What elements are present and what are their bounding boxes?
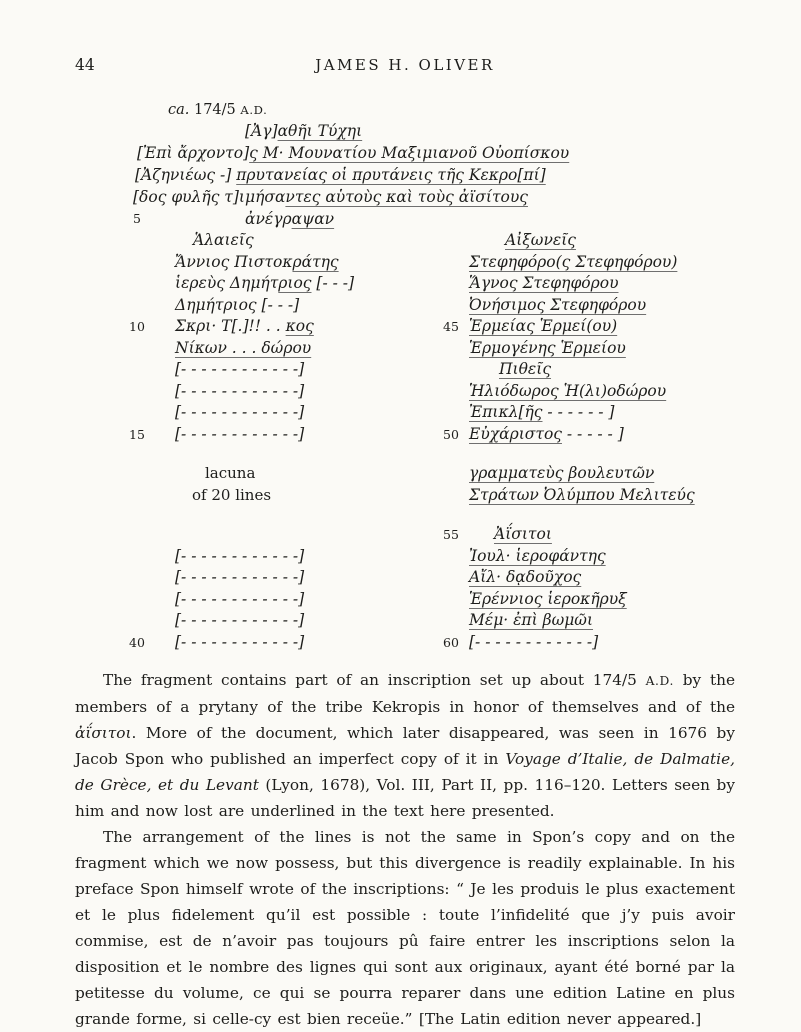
- text-wrap: [175, 632, 304, 654]
- inscription-block: [127, 120, 735, 653]
- page-number: 44: [75, 56, 95, 74]
- text-segment: Ἀΐσιτοι: [494, 525, 552, 543]
- inscription-right-text: [469, 316, 735, 338]
- text-wrap: [469, 316, 617, 338]
- text-segment: Στεφηφόρο(ς Στεφηφόρου): [469, 252, 678, 271]
- inscription-row: [127, 381, 735, 403]
- text-segment: Ἰουλ· ἱεροφάντης: [469, 546, 606, 565]
- inscription-right-text: [469, 463, 735, 485]
- inscription-left-text: [175, 295, 413, 317]
- line-number: [127, 402, 175, 424]
- running-title: JAMES H. OLIVER: [315, 56, 495, 74]
- inscription-row: [127, 610, 735, 632]
- inscription-left-text: [175, 252, 413, 274]
- text-segment: [- - - - - - - - - - - -]: [469, 632, 599, 651]
- text-segment: Ἑρμογένης Ἑρμείου: [469, 338, 626, 357]
- line-number: [127, 273, 175, 295]
- text-wrap: [175, 402, 304, 424]
- inscription-right-text: [469, 485, 735, 507]
- text-wrap: [192, 485, 271, 507]
- inscription-left-text: [175, 546, 413, 568]
- line-number: 10: [129, 319, 145, 334]
- inscription-left-text: [175, 463, 413, 485]
- inscription-right-text: [469, 402, 735, 424]
- text-segment: Ἐπικλ[ῆς: [469, 403, 543, 421]
- text-segment: ράτης: [292, 252, 339, 271]
- line-number: 15: [129, 426, 145, 442]
- text-wrap: [469, 273, 619, 295]
- inscription-right-text: [469, 589, 735, 611]
- text-wrap: [175, 273, 354, 295]
- text-segment: 174/5: [189, 102, 241, 118]
- inscription-line: [127, 142, 735, 164]
- text-segment: [- - -]: [311, 274, 355, 292]
- inscription-left-text: [175, 424, 413, 446]
- line-number: 5: [133, 211, 141, 226]
- text-wrap: [469, 252, 677, 274]
- inscription-text: [245, 208, 334, 230]
- line-number: [127, 524, 175, 546]
- inscription-row: [127, 273, 735, 295]
- text-wrap: [469, 295, 646, 317]
- text-wrap: [469, 381, 666, 403]
- inscription-right-text: [469, 338, 735, 360]
- text-segment: Αἴλ· δᾳδοῦχος: [469, 568, 582, 586]
- line-number: [127, 610, 175, 632]
- text-wrap: [175, 381, 304, 403]
- inscription-row: [127, 402, 735, 424]
- text-wrap: [175, 610, 304, 632]
- inscription-left-text: [175, 610, 413, 632]
- inscription-row: [127, 485, 735, 507]
- inscription-right-text: [469, 567, 735, 589]
- text-wrap: [175, 424, 304, 446]
- inscription-right-text: [469, 524, 735, 546]
- text-wrap: [469, 424, 624, 446]
- text-wrap: [175, 359, 304, 381]
- text-segment: Πιθεῖς: [499, 360, 552, 378]
- inscription-row: [127, 632, 735, 654]
- inscription-left-text: [175, 338, 413, 360]
- inscription-row: [127, 295, 735, 317]
- text-wrap: [193, 230, 254, 252]
- text-segment: [- - - - - - - - - - - -]: [175, 632, 305, 651]
- line-number: [127, 567, 175, 589]
- inscription-columns: [127, 230, 735, 653]
- text-wrap: [469, 632, 598, 654]
- text-wrap: [469, 485, 695, 507]
- line-number: [127, 252, 175, 274]
- text-segment: by the members of a prytany of the tribe Kekropis in honor of themselves and of the: [75, 671, 735, 716]
- text-wrap: [494, 524, 552, 546]
- line-number: [413, 610, 469, 632]
- line-number: 45: [443, 319, 459, 334]
- text-segment: ριος: [278, 274, 312, 292]
- text-segment: of 20 lines: [192, 485, 272, 504]
- text-segment: The fragment contains part of an inscription set up about 174/5: [103, 671, 646, 689]
- inscription-right-text: [469, 252, 735, 274]
- line-number: [127, 230, 175, 252]
- inscription-line: [127, 208, 735, 230]
- line-number: [127, 485, 175, 507]
- text-wrap: [175, 316, 314, 338]
- text-wrap: [469, 567, 581, 589]
- text-segment: Εὐχάριστος: [469, 424, 562, 443]
- text-segment: ἀΐσιτοι: [75, 724, 132, 742]
- text-segment: (Lyon, 1678), Vol. III, Part II, pp. 116–120. Letters seen by him and now lost are underlined in the text here presented.: [75, 776, 735, 820]
- line-number: 40: [129, 634, 145, 650]
- inscription-row: [127, 546, 735, 568]
- inscription-line: [127, 164, 735, 186]
- line-number: [413, 273, 469, 295]
- line-number: [413, 546, 469, 568]
- inscription-row: [127, 230, 735, 252]
- line-number: [127, 338, 175, 360]
- text-wrap: [175, 589, 304, 611]
- line-number: [413, 463, 469, 485]
- inscription-line: [127, 120, 735, 142]
- inscription-left-text: [175, 632, 413, 654]
- text-segment: γραμματεὺς βουλευτῶν: [469, 464, 655, 482]
- text-wrap: [505, 230, 576, 252]
- inscription-row: [127, 463, 735, 485]
- text-segment: [- - - - - - - - - - - -]: [175, 360, 305, 378]
- inscription-left-text: [175, 567, 413, 589]
- text-segment: [- - - - - - - - - - - -]: [175, 568, 305, 586]
- inscription-right-text: [469, 273, 735, 295]
- line-number: [413, 359, 469, 381]
- text-segment: Voyage d’Italie, de Dalmatie, de Grèce, et du Levant: [75, 750, 735, 794]
- text-wrap: [175, 546, 304, 568]
- inscription-text: [137, 142, 569, 164]
- text-segment: [- - - - - - - - - - - -]: [175, 424, 305, 443]
- inscription-right-text: [469, 424, 735, 446]
- inscription-right-text: [469, 546, 735, 568]
- inscription-row: [127, 424, 735, 446]
- line-number: [127, 295, 175, 317]
- inscription-row: [127, 316, 735, 338]
- text-segment: Σκρι· Τ[.]!! . .: [175, 317, 286, 335]
- text-segment: Ἑρέννιος ἱεροκῆρυξ: [469, 589, 627, 608]
- text-segment: . More of the document, which later disappeared, was seen in 1676 by Jacob Spon who published an imperfect copy of it in: [75, 724, 735, 768]
- text-wrap: [469, 589, 627, 611]
- inscription-row: [127, 589, 735, 611]
- inscription-right-text: [469, 295, 735, 317]
- text-segment: αψαν: [291, 210, 335, 228]
- inscription-left-text: [175, 273, 413, 295]
- text-wrap: [205, 463, 255, 485]
- inscription-left-text: [175, 524, 413, 546]
- inscription-left-text: [175, 589, 413, 611]
- text-wrap: [175, 252, 339, 274]
- text-segment: Στράτων Ὀλύμπου Μελιτεύς: [469, 485, 695, 504]
- text-wrap: [499, 359, 551, 381]
- text-segment: [- - - - - - - - - - - -]: [175, 381, 305, 400]
- line-number: [127, 381, 175, 403]
- text-segment: κος: [285, 317, 314, 335]
- running-head: [75, 56, 735, 76]
- line-number: [413, 252, 469, 274]
- inscription-right-text: [469, 381, 735, 403]
- inscription-row: [127, 252, 735, 274]
- text-wrap: [175, 295, 299, 317]
- text-wrap: [469, 546, 606, 568]
- inscription-row: [127, 338, 735, 360]
- line-number: [413, 230, 469, 252]
- text-segment: αθῆι Τύχηι: [277, 122, 363, 140]
- text-segment: [- - - - - - - - - - - -]: [175, 611, 305, 629]
- text-segment: Ἁλαιεῖς: [193, 231, 254, 249]
- text-wrap: [175, 567, 304, 589]
- text-segment: Ἑρμείας Ἑρμεί(ου): [469, 317, 618, 335]
- line-number: [413, 567, 469, 589]
- text-wrap: [469, 402, 614, 424]
- line-number: [127, 589, 175, 611]
- inscription-right-text: [469, 230, 735, 252]
- text-segment: ca.: [168, 102, 190, 118]
- text-segment: - - - - - - ]: [542, 403, 615, 421]
- line-number: 50: [443, 426, 459, 442]
- text-segment: Ὀνήσιμος Στεφηφόρου: [469, 295, 647, 314]
- inscription-head: [127, 120, 735, 230]
- line-number: [413, 402, 469, 424]
- line-number: 60: [443, 634, 459, 650]
- text-segment: [Ἀζηνιέως -]: [135, 166, 237, 184]
- text-segment: Ἡλιόδωρος Ἡ(λι)οδώρου: [469, 381, 667, 400]
- inscription-text: [135, 164, 546, 186]
- text-segment: ἀνέγρ: [245, 210, 292, 228]
- text-segment: Νίκων . . . δώρου: [175, 338, 312, 357]
- paragraph-2: [75, 824, 735, 1032]
- text-segment: [δος φυλῆς τ]ιμήσα: [133, 188, 286, 206]
- inscription-left-text: [175, 381, 413, 403]
- inscription-row: [127, 524, 735, 546]
- inscription-right-text: [469, 610, 735, 632]
- text-segment: [- - - - - - - - - - - -]: [175, 403, 305, 421]
- text-segment: A.D.: [645, 674, 675, 688]
- line-number: [413, 485, 469, 507]
- inscription-right-text: [469, 359, 735, 381]
- text-segment: [Ἀγ]: [245, 122, 278, 140]
- text-segment: πρυτανείας οἱ πρυτάνεις τῆς Κεκρο[πί]: [236, 166, 546, 184]
- inscription-line: [127, 186, 735, 208]
- text-wrap: [175, 338, 311, 360]
- line-number: [127, 463, 175, 485]
- inscription-left-text: [175, 485, 413, 507]
- text-wrap: [469, 463, 654, 485]
- inscription-left-text: [175, 359, 413, 381]
- text-segment: A.D.: [240, 103, 268, 117]
- text-segment: lacuna: [205, 464, 256, 482]
- text-segment: The arrangement of the lines is not the same in Spon’s copy and on the fragment which we now possess, but this divergence is readily explainable. In his preface Spon himself wrote of the inscriptions: “ Je les produis le plus exactement et le plus fidelement qu’il est possible : toute l’infidelité que j’y puis avoir commise, est de n’avoir pas toujours pû faire entrer les inscriptions selon la disposition et le nombre des lignes qui sont aux originaux, ayant été borné par la petitesse du volume, ce qui se pourra reparer dans une edition Latine en plus grande forme, si celle-cy est bien receüe.” [The Latin edition never appeared.]: [75, 828, 735, 1028]
- inscription-left-text: [175, 402, 413, 424]
- line-number: [413, 589, 469, 611]
- line-number: 55: [443, 527, 459, 542]
- text-wrap: [469, 610, 593, 632]
- text-segment: - - - - - ]: [561, 424, 624, 443]
- text-segment: [- - - - - - - - - - - -]: [175, 589, 305, 608]
- line-number: [127, 359, 175, 381]
- text-wrap: [469, 338, 626, 360]
- inscription-text: [133, 186, 528, 208]
- inscription-left-text: [175, 316, 413, 338]
- inscription-left-text: [175, 230, 413, 252]
- text-segment: ντες αὑτοὺς καὶ τοὺς ἀϊσίτους: [285, 188, 528, 206]
- inscription-text: [245, 120, 362, 142]
- paragraph-1: [75, 667, 735, 824]
- text-segment: Δημήτριος [- - -]: [175, 295, 300, 314]
- text-segment: Μέμ· ἐπὶ βωμῶι: [469, 611, 594, 629]
- inscription-row: [127, 359, 735, 381]
- inscription-right-text: [469, 632, 735, 654]
- text-segment: Ἄννιος Πιστοκ: [175, 252, 293, 271]
- text-segment: [- - - - - - - - - - - -]: [175, 546, 305, 565]
- line-number: [413, 295, 469, 317]
- text-segment: ἱερεὺς Δημήτ: [175, 274, 279, 292]
- line-number: [127, 546, 175, 568]
- line-number: [413, 338, 469, 360]
- line-number: [413, 381, 469, 403]
- inscription-date: [168, 102, 735, 118]
- text-segment: [Ἐπὶ ἄρχοντο]: [137, 144, 250, 162]
- inscription-row: [127, 567, 735, 589]
- text-segment: Αἰξωνεῖς: [505, 231, 576, 249]
- text-segment: ς Μ· Μουνατίου Μαξιμιανοῦ Οὐοπίσκου: [249, 144, 570, 162]
- text-segment: Ἅγνος Στεφηφόρου: [469, 274, 619, 292]
